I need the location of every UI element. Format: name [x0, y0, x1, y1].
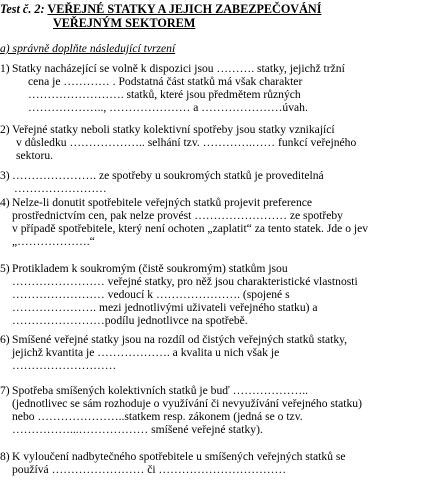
question-line: ……………...……………… smíšené veřejné statky). [12, 423, 263, 436]
question-line: (jednotlivec se sám rozhoduje o využívání či nevyužívání veřejného statku) [12, 397, 362, 410]
question-line: Nelze-li donutit spotřebitele veřejných statků projevit preference [12, 196, 313, 209]
instructions: a) správně doplňte následující tvrzení [0, 42, 176, 55]
title-line-2: VEŘEJNÝM SEKTOREM [53, 16, 196, 30]
question-line: v důsledku ……………….. selhání tzv. ………….…… funkcí veřejného [16, 136, 357, 149]
question-line: K vyloučení nadbytečného spotřebitele u smíšených veřejných statků se [12, 450, 346, 463]
question-line: Veřejné statky neboli statky kolektivní spotřeby jsou statky vznikající [12, 123, 335, 136]
question-line: cena je ………… . Podstatná část statků má však charakter [28, 75, 303, 88]
question-line: Protikladem k soukromým (čistě soukromým) statkům jsou [12, 262, 288, 275]
question-line: ……………………… [12, 359, 117, 372]
question-number: 8) [0, 450, 10, 463]
question-line: ……………….., ………………… a …………………úvah. [28, 101, 308, 114]
question-line: Smíšené veřejné statky jsou na rozdíl od čistých veřejných statků statky, [12, 333, 348, 346]
question-number: 2) [0, 123, 10, 136]
test-label: Test č. 2: [0, 2, 45, 16]
test-title [0, 2, 322, 30]
question-line: …………………… veřejné statky, pro něž jsou charakteristické vlastnosti [12, 275, 358, 288]
question-line: „……………….“ [12, 235, 95, 248]
question-number: 5) [0, 262, 10, 275]
title-line-1: VEŘEJNÉ STATKY A JEJICH ZABEZPEČOVÁNÍ [47, 2, 322, 16]
question-line: v případě spotřebitele, který není ochoten „zaplatit“ za tento statek. Jde o jev [12, 222, 369, 235]
question-line: …………………. mezi jednotlivými uživateli veřejného statku) a [12, 301, 318, 314]
question-line: …………………… [14, 182, 107, 195]
question-line: …………………. ze spotřeby u soukromých statků je proveditelná [12, 169, 324, 182]
question-line: Statky nacházející se volně k dispozici jsou ………. statky, jejichž tržní [12, 62, 345, 75]
question-number: 7) [0, 384, 10, 397]
question-line: prostřednictvím cen, pak nelze provést …………………… ze spotřeby [12, 209, 343, 222]
question-number: 4) [0, 196, 10, 209]
question-line: používá …………………… či …………………………… [12, 463, 287, 476]
question-line: sektoru. [16, 149, 54, 162]
question-line: ……………………podílu jednotlivce na spotřebě. [12, 314, 248, 327]
question-number: 1) [0, 62, 10, 75]
question-line: jejichž kvantita je ………………. a kvalita u nich však je [12, 346, 280, 359]
question-line: ……………………. statků, které jsou předmětem různých [28, 88, 301, 101]
question-line: nebo …………………..statkem resp. zákonem (jedná se o tzv. [12, 410, 303, 423]
question-line: …………………… vedoucí k …………………. (spojené s [12, 288, 290, 301]
question-line: Spotřeba smíšených kolektivních statků je buď ……………….. [12, 384, 309, 397]
question-number: 3) [0, 169, 10, 182]
question-number: 6) [0, 333, 10, 346]
